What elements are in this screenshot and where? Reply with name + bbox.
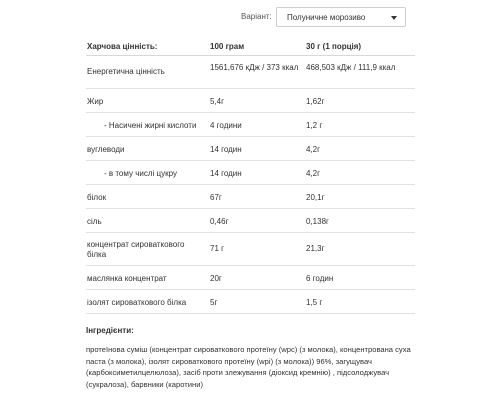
table-row	[86, 233, 415, 266]
value-per-100g: 14 годин	[210, 145, 242, 154]
value-per-100g: 5г	[210, 298, 218, 307]
nutrient-name: сіль	[87, 217, 102, 226]
variant-dropdown[interactable]	[276, 7, 406, 27]
value-per-serving: 1,5 г	[306, 298, 323, 307]
value-per-100g: 5,4г	[210, 97, 225, 106]
value-per-100g: 1561,676 кДж / 373 ккал	[210, 63, 299, 72]
table-row	[86, 89, 415, 113]
nutrient-name: ізолят сироваткового білка	[87, 298, 187, 307]
value-per-100g: 14 годин	[210, 169, 242, 178]
table-row	[86, 209, 415, 233]
table-row	[86, 56, 415, 89]
nutrient-name: вуглеводи	[87, 145, 125, 154]
value-per-100g: 20г	[210, 274, 222, 283]
value-per-serving: 21,3г	[306, 244, 325, 253]
table-row	[86, 137, 415, 161]
nutrition-table	[86, 38, 415, 314]
nutrient-name: білок	[87, 193, 107, 202]
value-per-serving: 6 годин	[306, 274, 334, 283]
value-per-serving: 4,2г	[306, 145, 321, 154]
nutrient-name: - Насичені жирні кислоти	[104, 121, 197, 130]
variant-selected-value: Полуничне морозиво	[287, 13, 366, 22]
nutrient-name: Жир	[87, 97, 104, 106]
value-per-serving: 4,2г	[306, 169, 321, 178]
variant-label: Варіант:	[241, 12, 272, 21]
value-per-serving: 468,503 кДж / 111,9 ккал	[306, 63, 396, 72]
ingredients-text: протеїнова суміш (концентрат сироваткового протеїну (wpc) (з молока), концентрована суха паста (з молока), ізолят сироваткового протеїну (wpi) (з молока)) 96%, загущувач (карбоксиметилцелюлоза), засіб проти злежування (діоксид кремнію) , підсолоджувач (сукралоза), барвники (каротини)	[86, 345, 411, 389]
header-per-100g: 100 грам	[210, 42, 245, 51]
table-row	[86, 290, 415, 314]
table-row	[86, 266, 415, 290]
chevron-down-icon	[391, 16, 397, 20]
value-per-serving: 0,138г	[306, 217, 329, 226]
table-row	[86, 185, 415, 209]
value-per-100g: 0,46г	[210, 217, 229, 226]
value-per-serving: 1,2 г	[306, 121, 323, 130]
header-nutrition-value: Харчова цінність:	[87, 42, 158, 51]
nutrient-name: - в тому числі цукру	[104, 169, 177, 178]
nutrient-name: маслянка концентрат	[87, 274, 167, 283]
nutrition-table-header	[86, 38, 415, 56]
value-per-100g: 4 години	[210, 121, 242, 130]
value-per-serving: 20,1г	[306, 193, 325, 202]
nutrient-name: концентрат сироваткового білка	[87, 240, 185, 259]
nutrient-name: Енергетична цінність	[87, 67, 165, 76]
ingredients-title: Інгредієнти:	[86, 326, 134, 335]
ingredients-section	[86, 326, 416, 390]
header-per-serving: 30 г (1 порція)	[306, 42, 362, 51]
value-per-100g: 67г	[210, 193, 222, 202]
table-row	[86, 161, 415, 185]
value-per-100g: 71 г	[210, 244, 225, 253]
variant-selector-row	[0, 7, 500, 27]
table-row	[86, 113, 415, 137]
value-per-serving: 1,62г	[306, 97, 325, 106]
